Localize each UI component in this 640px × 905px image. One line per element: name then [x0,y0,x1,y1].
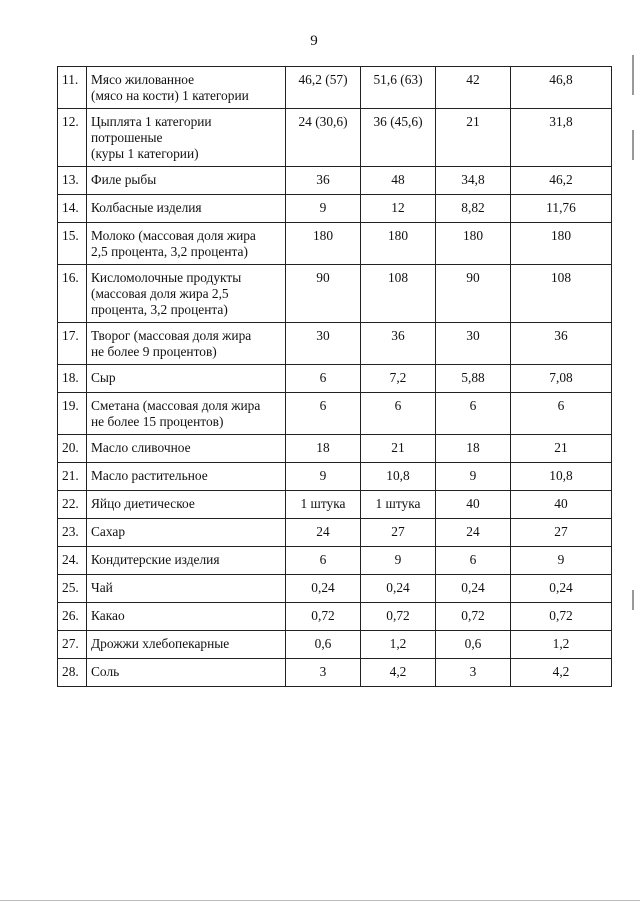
value-col-3: 24 [436,519,511,547]
value-col-2: 27 [361,519,436,547]
value-col-3: 9 [436,463,511,491]
value-col-2: 48 [361,167,436,195]
value-col-4: 31,8 [511,109,612,167]
product-name: Сыр [87,365,286,393]
value-col-1: 24 (30,6) [286,109,361,167]
row-number: 15. [58,223,87,265]
table-row [58,519,612,547]
value-col-4: 10,8 [511,463,612,491]
value-col-4: 40 [511,491,612,519]
value-col-2: 51,6 (63) [361,67,436,109]
value-col-1: 36 [286,167,361,195]
table-row [58,67,612,109]
row-number: 22. [58,491,87,519]
row-number: 19. [58,393,87,435]
value-col-1: 90 [286,265,361,323]
value-col-2: 6 [361,393,436,435]
scan-edge-mark [632,55,634,95]
scan-edge-mark [632,130,634,160]
value-col-4: 4,2 [511,659,612,687]
product-name: Колбасные изделия [87,195,286,223]
value-col-4: 1,2 [511,631,612,659]
row-number: 23. [58,519,87,547]
value-col-2: 36 [361,323,436,365]
value-col-3: 18 [436,435,511,463]
value-col-1: 6 [286,393,361,435]
value-col-2: 1,2 [361,631,436,659]
table-row [58,575,612,603]
value-col-4: 21 [511,435,612,463]
scan-bottom-line [0,900,640,901]
value-col-1: 1 штука [286,491,361,519]
product-name: Какао [87,603,286,631]
value-col-3: 21 [436,109,511,167]
value-col-3: 5,88 [436,365,511,393]
value-col-2: 0,72 [361,603,436,631]
value-col-3: 30 [436,323,511,365]
value-col-4: 46,8 [511,67,612,109]
product-name: Молоко (массовая доля жира 2,5 процента, 3,2 процента) [87,223,286,265]
value-col-4: 180 [511,223,612,265]
product-name: Масло сливочное [87,435,286,463]
product-name: Чай [87,575,286,603]
product-name: Сметана (массовая доля жира не более 15 процентов) [87,393,286,435]
value-col-4: 9 [511,547,612,575]
table-row [58,491,612,519]
value-col-2: 0,24 [361,575,436,603]
row-number: 11. [58,67,87,109]
product-name: Кисломолочные продукты (массовая доля жира 2,5 процента, 3,2 процента) [87,265,286,323]
table-row [58,195,612,223]
row-number: 26. [58,603,87,631]
product-name: Дрожжи хлебопекарные [87,631,286,659]
value-col-4: 108 [511,265,612,323]
product-name: Цыплята 1 категории потрошеные (куры 1 категории) [87,109,286,167]
value-col-4: 7,08 [511,365,612,393]
value-col-3: 0,72 [436,603,511,631]
table-row [58,109,612,167]
value-col-1: 18 [286,435,361,463]
value-col-4: 0,24 [511,575,612,603]
value-col-4: 0,72 [511,603,612,631]
value-col-4: 11,76 [511,195,612,223]
table-row [58,265,612,323]
row-number: 13. [58,167,87,195]
value-col-1: 180 [286,223,361,265]
product-name: Яйцо диетическое [87,491,286,519]
row-number: 14. [58,195,87,223]
product-name: Масло растительное [87,463,286,491]
value-col-2: 108 [361,265,436,323]
value-col-2: 12 [361,195,436,223]
row-number: 27. [58,631,87,659]
value-col-3: 40 [436,491,511,519]
product-name: Мясо жилованное (мясо на кости) 1 категории [87,67,286,109]
value-col-1: 46,2 (57) [286,67,361,109]
table-row [58,631,612,659]
product-name: Филе рыбы [87,167,286,195]
table-row [58,435,612,463]
value-col-1: 6 [286,547,361,575]
row-number: 17. [58,323,87,365]
value-col-2: 10,8 [361,463,436,491]
value-col-1: 0,72 [286,603,361,631]
table-row [58,223,612,265]
scan-edge-mark [632,590,634,610]
value-col-2: 1 штука [361,491,436,519]
value-col-4: 27 [511,519,612,547]
value-col-4: 36 [511,323,612,365]
table-row [58,463,612,491]
row-number: 16. [58,265,87,323]
value-col-3: 6 [436,393,511,435]
value-col-2: 9 [361,547,436,575]
row-number: 20. [58,435,87,463]
value-col-1: 9 [286,195,361,223]
table-row [58,393,612,435]
value-col-2: 180 [361,223,436,265]
value-col-3: 0,6 [436,631,511,659]
product-name: Сахар [87,519,286,547]
value-col-1: 0,6 [286,631,361,659]
value-col-3: 0,24 [436,575,511,603]
value-col-2: 21 [361,435,436,463]
value-col-3: 90 [436,265,511,323]
row-number: 12. [58,109,87,167]
row-number: 28. [58,659,87,687]
value-col-1: 6 [286,365,361,393]
table-row [58,365,612,393]
table-row [58,323,612,365]
value-col-1: 3 [286,659,361,687]
value-col-1: 9 [286,463,361,491]
table-row [58,167,612,195]
value-col-1: 30 [286,323,361,365]
value-col-2: 7,2 [361,365,436,393]
food-norms-table [57,66,612,687]
product-name: Кондитерские изделия [87,547,286,575]
value-col-3: 42 [436,67,511,109]
value-col-4: 6 [511,393,612,435]
row-number: 25. [58,575,87,603]
value-col-3: 3 [436,659,511,687]
table-body [58,67,612,687]
product-name: Творог (массовая доля жира не более 9 процентов) [87,323,286,365]
table-row [58,603,612,631]
value-col-3: 34,8 [436,167,511,195]
value-col-4: 46,2 [511,167,612,195]
value-col-2: 4,2 [361,659,436,687]
value-col-1: 24 [286,519,361,547]
row-number: 18. [58,365,87,393]
value-col-2: 36 (45,6) [361,109,436,167]
value-col-3: 8,82 [436,195,511,223]
table-row [58,659,612,687]
table-row [58,547,612,575]
row-number: 21. [58,463,87,491]
product-name: Соль [87,659,286,687]
value-col-3: 6 [436,547,511,575]
page-number: 9 [310,33,318,49]
row-number: 24. [58,547,87,575]
value-col-3: 180 [436,223,511,265]
value-col-1: 0,24 [286,575,361,603]
